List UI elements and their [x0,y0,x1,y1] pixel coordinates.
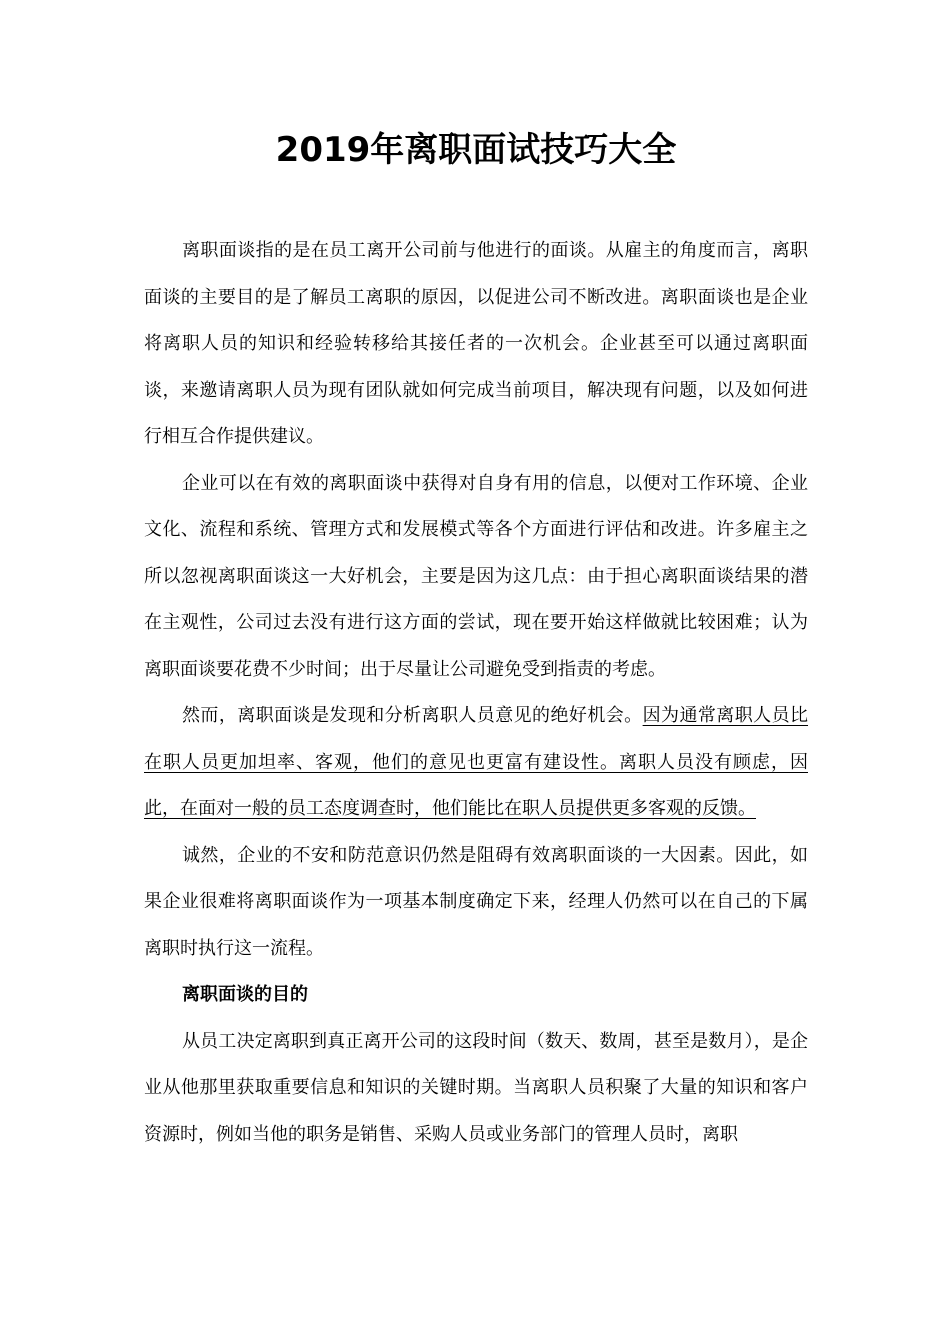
document-title: 2019年离职面试技巧大全 [275,130,677,170]
section-heading: 离职面谈的目的 [182,984,308,1005]
section-paragraph-1: 从员工决定离职到真正离开公司的这段时间（数天、数周，甚至是数月），是企业从他那里获取重要信息和知识的关键时期。当离职人员积聚了大量的知识和客户资源时，例如当他的职务是销售、采购人员或业务部门的管理人员时，离职 [144,1030,808,1145]
paragraph-4: 诚然，企业的不安和防范意识仍然是阻碍有效离职面谈的一大因素。因此，如果企业很难将离职面谈作为一项基本制度确定下来，经理人仍然可以在自己的下属离职时执行这一流程。 [144,844,808,959]
paragraph-1: 离职面谈指的是在员工离开公司前与他进行的面谈。从雇主的角度而言，离职面谈的主要目的是了解员工离职的原因，以促进公司不断改进。离职面谈也是企业将离职人员的知识和经验转移给其接任者的一次机会。企业甚至可以通过离职面谈，来邀请离职人员为现有团队就如何完成当前项目，解决现有问题，以及如何进行相互合作提供建议。 [144,240,808,447]
document-body [144,228,808,1158]
paragraph-3 [144,693,808,833]
paragraph-3-underlined: 因为通常离职人员比在职人员更加坦率、客观，他们的意见也更富有建设性。离职人员没有顾虑，因此，在面对一般的员工态度调查时，他们能比在职人员提供更多客观的反馈。 [144,705,809,819]
paragraph-2: 企业可以在有效的离职面谈中获得对自身有用的信息，以便对工作环境、企业文化、流程和系统、管理方式和发展模式等各个方面进行评估和改进。许多雇主之所以忽视离职面谈这一大好机会，主要是因为这几点：由于担心离职面谈结果的潜在主观性，公司过去没有进行这方面的尝试，现在要开始这样做就比较困难；认为离职面谈要花费不少时间；出于尽量让公司避免受到指责的考虑。 [144,472,808,680]
paragraph-3-plain: 然而，离职面谈是发现和分析离职人员意见的绝好机会。 [182,705,643,726]
